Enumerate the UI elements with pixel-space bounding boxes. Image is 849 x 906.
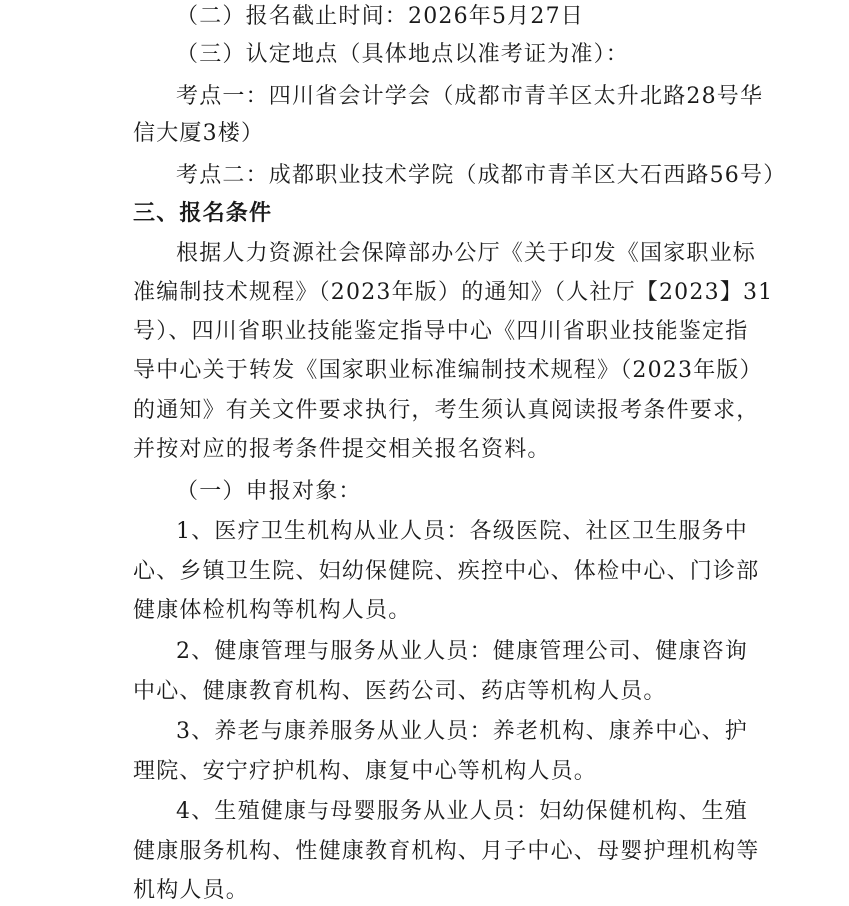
item-1-line-3: 健康体检机构等机构人员。 <box>133 598 412 623</box>
intro-line-2: 准编制技术规程》（2023年版）的通知》（人社厅【2023】31 <box>133 280 774 305</box>
item-1-line-1: 1、医疗卫生机构从业人员：各级医院、社区卫生服务中 <box>176 519 748 544</box>
intro-line-4: 导中心关于转发《国家职业标准编制技术规程》（2023年版） <box>133 358 763 383</box>
item-4-line-2: 健康服务机构、性健康教育机构、月子中心、母婴护理机构等 <box>133 839 760 864</box>
section-heading-registration-conditions: 三、报名条件 <box>133 201 273 226</box>
item-2-line-2: 中心、健康教育机构、医药公司、药店等机构人员。 <box>133 679 667 704</box>
intro-line-6: 并按对应的报考条件提交相关报名资料。 <box>133 437 551 462</box>
item-4-line-3: 机构人员。 <box>133 878 250 903</box>
registration-deadline: （二）报名截止时间：2026年5月27日 <box>176 4 584 29</box>
item-2-line-1: 2、健康管理与服务从业人员：健康管理公司、健康咨询 <box>176 639 748 664</box>
item-3-line-1: 3、养老与康养服务从业人员：养老机构、康养中心、护 <box>176 719 748 744</box>
intro-line-5: 的通知》有关文件要求执行，考生须认真阅读报考条件要求， <box>133 398 760 423</box>
applicants-subheading: （一）申报对象： <box>176 479 362 504</box>
item-3-line-2: 理院、安宁疗护机构、康复中心等机构人员。 <box>133 759 598 784</box>
venue-one-line-2: 信大厦3楼） <box>133 121 265 146</box>
item-4-line-1: 4、生殖健康与母婴服务从业人员：妇幼保健机构、生殖 <box>176 799 748 824</box>
venue-two: 考点二：成都职业技术学院（成都市青羊区大石西路56号） <box>176 163 787 188</box>
intro-line-3: 号）、四川省职业技能鉴定指导中心《四川省职业技能鉴定指 <box>133 319 749 344</box>
item-1-line-2: 心、乡镇卫生院、妇幼保健院、疾控中心、体检中心、门诊部 <box>133 559 760 584</box>
intro-line-1: 根据人力资源社会保障部办公厅《关于印发《国家职业标 <box>176 241 757 266</box>
venue-one-line-1: 考点一：四川省会计学会（成都市青羊区太升北路28号华 <box>176 84 764 109</box>
location-heading: （三）认定地点（具体地点以准考证为准）： <box>176 42 630 67</box>
